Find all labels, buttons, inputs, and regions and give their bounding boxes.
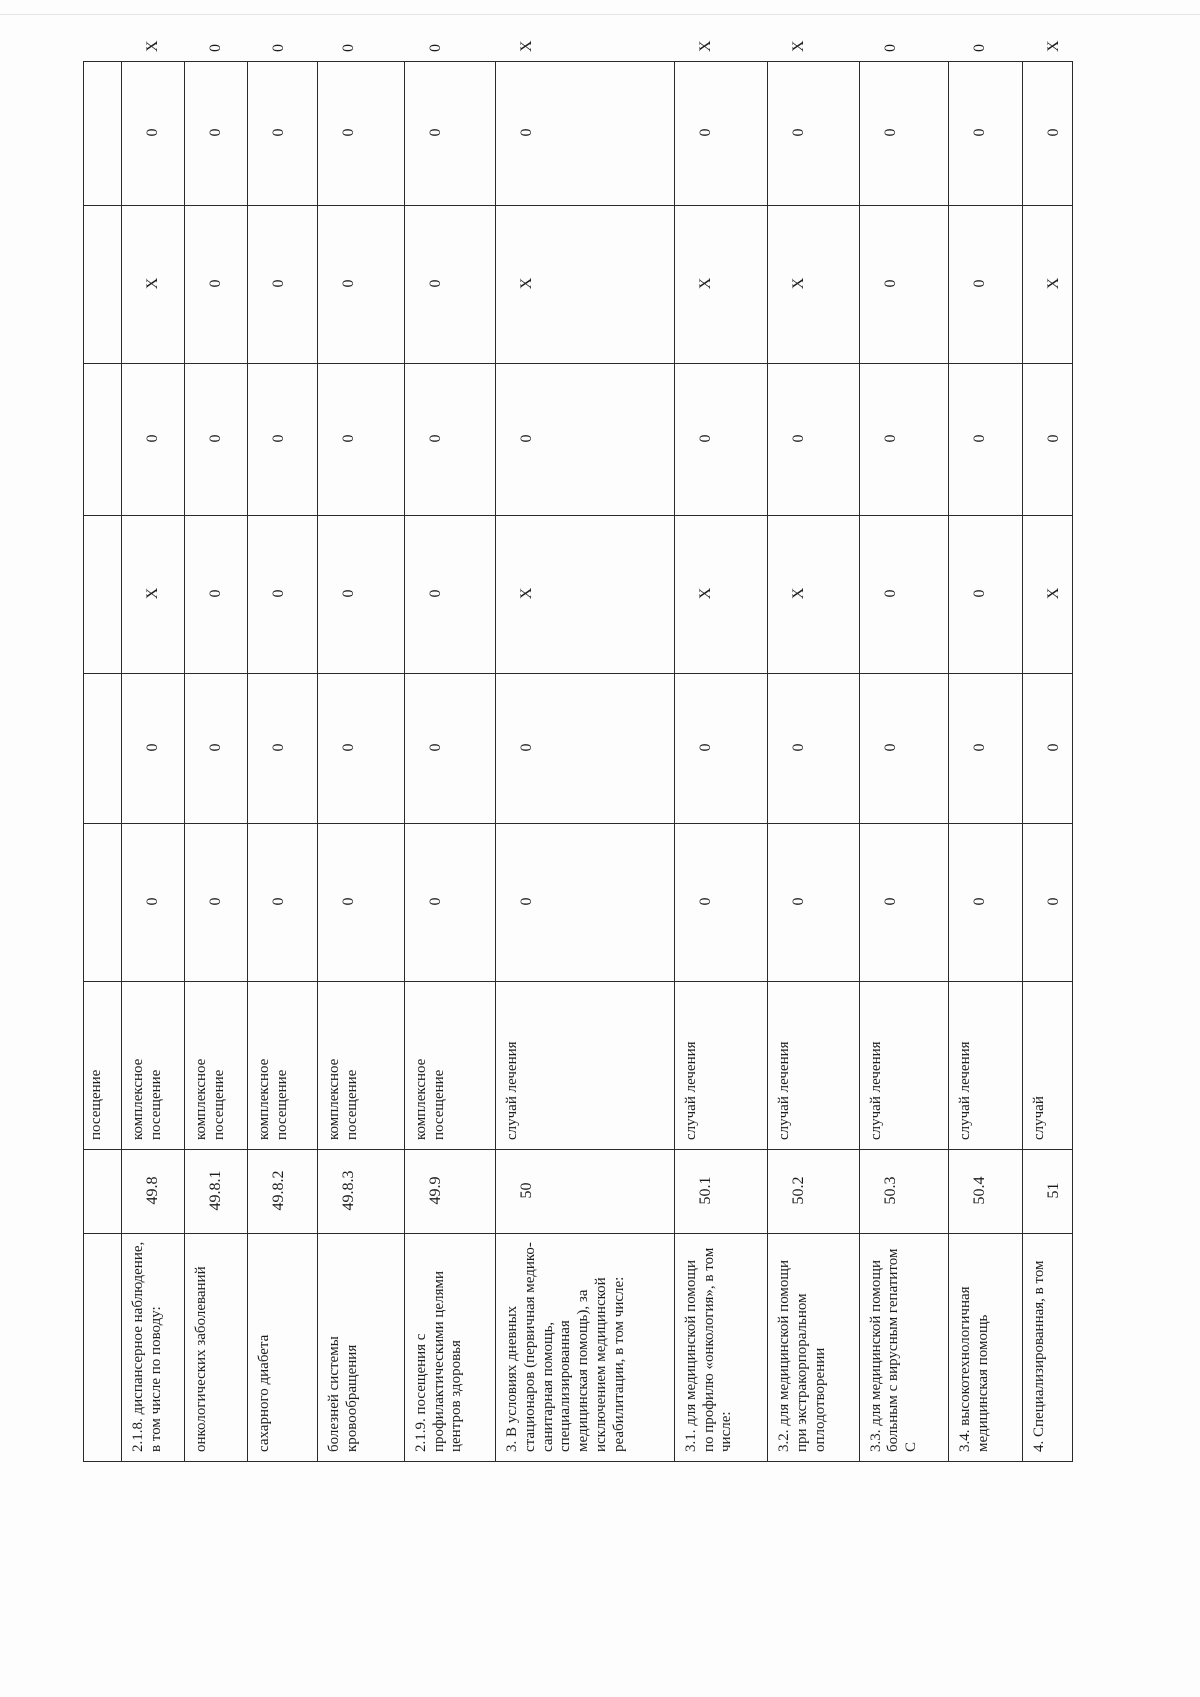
table-row: онкологических заболеваний 49.8.1 комплексное посещение 0 0 0 0 0 0 0 <box>185 62 248 1462</box>
table-row: сахарного диабета 49.8.2 комплексное посещение 0 0 0 0 0 0 0 <box>248 62 318 1462</box>
value-cell: 0 <box>1023 364 1073 516</box>
table-row-continuation <box>84 62 122 1462</box>
table-cell <box>84 1234 122 1462</box>
row-code-cell: 50.3 <box>859 1150 948 1234</box>
value-cell: 0 <box>317 516 404 674</box>
row-name-cell: болезней системы кровообращения <box>317 1234 404 1462</box>
value-cell: 0 <box>496 674 674 824</box>
unit-cell: случай лечения <box>859 982 948 1150</box>
value-cell: 0 <box>317 674 404 824</box>
value-cell: 0 <box>949 674 1023 824</box>
value-cell: 0 <box>949 206 1023 364</box>
value-cell: 0 <box>404 206 495 364</box>
unit-cell: посещение <box>84 982 122 1150</box>
value-cell: 0 <box>317 364 404 516</box>
unit-cell: случай лечения <box>496 982 674 1150</box>
row-name-cell: 2.1.9. посещения с профилактическими целями центров здоровья <box>404 1234 495 1462</box>
value-cell: 0 <box>404 62 495 206</box>
value-cell: 0 <box>248 206 318 364</box>
table-row: 3.2. для медицинской помощи при экстракорпоральном оплодотворении 50.2 случай лечения 0 0 X 0 X 0 X <box>768 62 859 1462</box>
value-cell: 0 <box>248 674 318 824</box>
row-code-cell: 50.4 <box>949 1150 1023 1234</box>
unit-cell: случай лечения <box>674 982 768 1150</box>
value-cell: 0 <box>949 516 1023 674</box>
value-cell: 0 <box>949 364 1023 516</box>
unit-cell: комплексное посещение <box>248 982 318 1150</box>
unit-cell: случай лечения <box>949 982 1023 1150</box>
value-cell: 0 <box>859 516 948 674</box>
row-name-cell: сахарного диабета <box>248 1234 318 1462</box>
value-cell: 0 <box>496 62 674 206</box>
value-cell: 0 <box>496 364 674 516</box>
value-cell: 0 <box>674 364 768 516</box>
value-cell: 0 <box>185 62 248 206</box>
row-code-cell: 49.8.1 <box>185 1150 248 1234</box>
table-row: 3. В условиях дневных стационаров (первичная медико-санитарная помощь, специализированная медицинская помощь), за исключением медицинской реабилитации, в том числе: 50 случай лечения 0 0 X 0 X 0 X <box>496 62 674 1462</box>
value-cell: 0 <box>317 62 404 206</box>
row-name-cell: 3.3. для медицинской помощи больным с вирусным гепатитом С <box>859 1234 948 1462</box>
value-cell: 0 <box>404 516 495 674</box>
value-cell: 0 <box>185 206 248 364</box>
row-code-cell: 50.2 <box>768 1150 859 1234</box>
row-code-cell: 51 <box>1023 1150 1073 1234</box>
table-cell <box>84 1150 122 1234</box>
value-cell: 0 <box>859 824 948 982</box>
table-cell <box>84 824 122 982</box>
value-cell: 0 <box>248 62 318 206</box>
value-cell: X <box>674 516 768 674</box>
scan-edge-line <box>0 14 1200 15</box>
value-cell: 0 <box>122 364 185 516</box>
table-body <box>84 40 1073 1462</box>
value-cell: 0 <box>122 824 185 982</box>
value-cell: X <box>496 516 674 674</box>
value-cell: 0 <box>674 824 768 982</box>
value-cell: 0 <box>496 824 674 982</box>
row-code-cell: 49.8 <box>122 1150 185 1234</box>
row-name-cell: 4. Специализированная, в том <box>1023 1234 1073 1462</box>
value-cell: 0 <box>122 62 185 206</box>
row-code-cell: 49.9 <box>404 1150 495 1234</box>
unit-cell: случай <box>1023 982 1073 1150</box>
table-row: 2.1.9. посещения с профилактическими целями центров здоровья 49.9 комплексное посещение 0 0 0 0 0 0 0 <box>404 62 495 1462</box>
value-cell: 0 <box>768 824 859 982</box>
value-cell: 0 <box>768 62 859 206</box>
value-cell: X <box>768 206 859 364</box>
table-row: 3.3. для медицинской помощи больным с вирусным гепатитом С 50.3 случай лечения 0 0 0 0 0 0 0 <box>859 62 948 1462</box>
value-cell: X <box>1023 206 1073 364</box>
value-cell: 0 <box>949 62 1023 206</box>
table-row: болезней системы кровообращения 49.8.3 комплексное посещение 0 0 0 0 0 0 0 <box>317 62 404 1462</box>
unit-cell: случай лечения <box>768 982 859 1150</box>
unit-cell: комплексное посещение <box>185 982 248 1150</box>
value-cell: 0 <box>859 364 948 516</box>
value-cell: 0 <box>404 364 495 516</box>
value-cell: 0 <box>248 824 318 982</box>
row-name-cell: 3.4. высокотехнологичная медицинская помощь <box>949 1234 1023 1462</box>
value-cell: 0 <box>1023 674 1073 824</box>
value-cell: 0 <box>248 364 318 516</box>
row-name-cell: 3.1. для медицинской помощи по профилю «онкология», в том числе: <box>674 1234 768 1462</box>
unit-cell: комплексное посещение <box>122 982 185 1150</box>
value-cell: 0 <box>185 516 248 674</box>
rotated-table-container <box>83 40 1073 1462</box>
value-cell: 0 <box>185 824 248 982</box>
table-cell <box>84 674 122 824</box>
unit-cell: комплексное посещение <box>404 982 495 1150</box>
value-cell: X <box>768 516 859 674</box>
table-row: 3.1. для медицинской помощи по профилю «онкология», в том числе: 50.1 случай лечения 0 0 X 0 X 0 X <box>674 62 768 1462</box>
table-row: 3.4. высокотехнологичная медицинская помощь 50.4 случай лечения 0 0 0 0 0 0 0 <box>949 62 1023 1462</box>
row-code-cell: 50 <box>496 1150 674 1234</box>
value-cell: 0 <box>674 674 768 824</box>
value-cell: X <box>122 206 185 364</box>
value-cell: 0 <box>859 674 948 824</box>
unit-cell: комплексное посещение <box>317 982 404 1150</box>
value-cell: 0 <box>317 824 404 982</box>
value-cell: 0 <box>949 824 1023 982</box>
table-row: 2.1.8. диспансерное наблюдение, в том числе по поводу: 49.8 комплексное посещение 0 0 X 0 X 0 X <box>122 62 185 1462</box>
value-cell: 0 <box>674 62 768 206</box>
value-cell: X <box>674 206 768 364</box>
value-cell: 0 <box>768 364 859 516</box>
table-cell <box>84 364 122 516</box>
value-cell: 0 <box>1023 62 1073 206</box>
table-cell <box>84 516 122 674</box>
value-cell: 0 <box>768 674 859 824</box>
table-row: 4. Специализированная, в том 51 случай 0 0 X 0 X 0 X <box>1023 62 1073 1462</box>
value-cell: 0 <box>404 674 495 824</box>
table-cell <box>84 206 122 364</box>
value-cell: X <box>122 516 185 674</box>
value-cell: 0 <box>248 516 318 674</box>
row-code-cell: 50.1 <box>674 1150 768 1234</box>
table-cell <box>84 62 122 206</box>
row-name-cell: 3. В условиях дневных стационаров (первичная медико-санитарная помощь, специализированная медицинская помощь), за исключением медицинской реабилитации, в том числе: <box>496 1234 674 1462</box>
row-code-cell: 49.8.3 <box>317 1150 404 1234</box>
row-name-cell: 2.1.8. диспансерное наблюдение, в том числе по поводу: <box>122 1234 185 1462</box>
value-cell: 0 <box>185 674 248 824</box>
tariff-table <box>83 40 1073 1462</box>
value-cell: 0 <box>859 206 948 364</box>
row-name-cell: 3.2. для медицинской помощи при экстракорпоральном оплодотворении <box>768 1234 859 1462</box>
value-cell: 0 <box>317 206 404 364</box>
value-cell: X <box>1023 516 1073 674</box>
row-name-cell: онкологических заболеваний <box>185 1234 248 1462</box>
value-cell: 0 <box>404 824 495 982</box>
value-cell: 0 <box>1023 824 1073 982</box>
value-cell: 0 <box>185 364 248 516</box>
value-cell: 0 <box>122 674 185 824</box>
value-cell: X <box>496 206 674 364</box>
row-code-cell: 49.8.2 <box>248 1150 318 1234</box>
value-cell: 0 <box>859 62 948 206</box>
